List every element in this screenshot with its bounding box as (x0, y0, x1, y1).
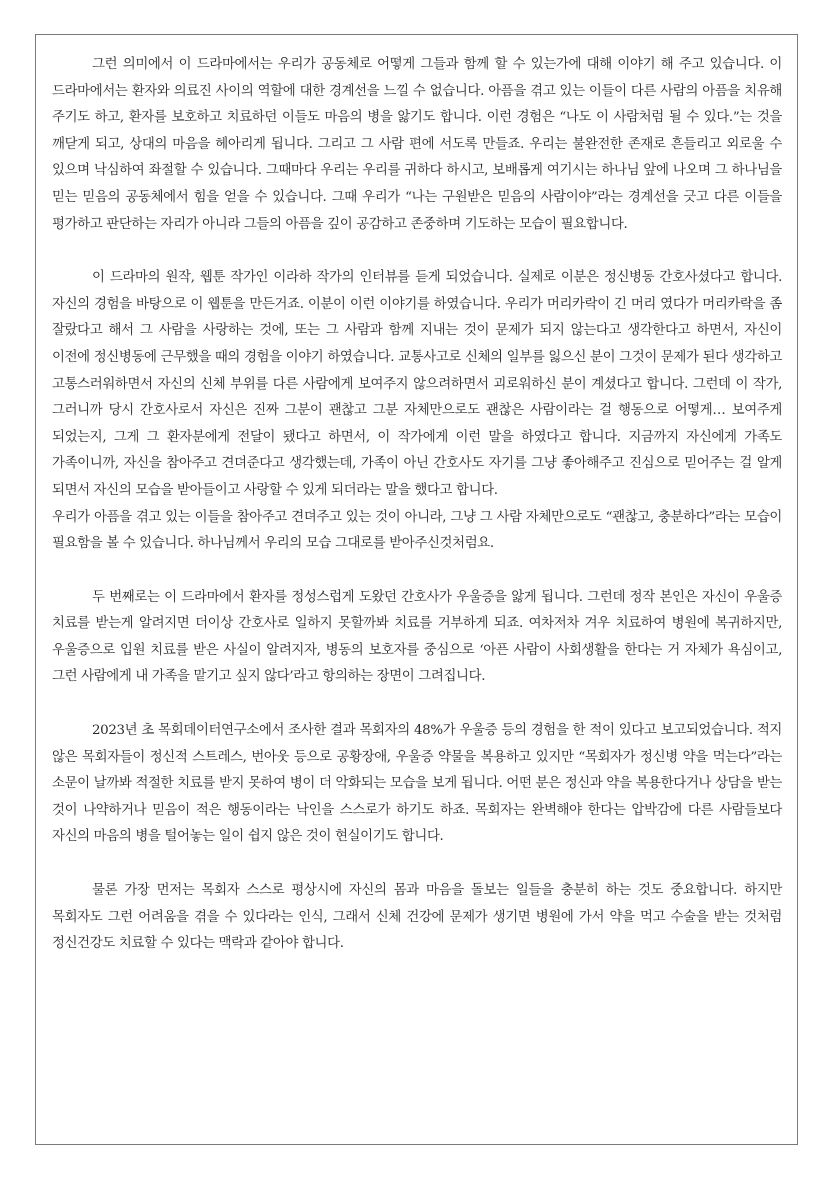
paragraph-6: 물론 가장 먼저는 목회자 스스로 평상시에 자신의 몸과 마음을 돌보는 일들을 충분히 하는 것도 중요합니다. 하지만 목회자도 그런 어려움을 겪을 수 있다라는 인식, 그래서 신체 건강에 문제가 생기면 병원에 가서 약을 먹고 수술을 받는 것처럼 정신건강도 치료할 수 있다는 맥락과 같아야 합니다. (52, 883, 782, 952)
document-body (52, 52, 782, 958)
paragraph-4: 두 번째로는 이 드라마에서 환자를 정성스럽게 도왔던 간호사가 우울증을 앓게 됩니다. 그런데 정작 본인은 자신이 우울증 치료를 받는게 알려지면 더이상 간호사로 일하지 못할까봐 치료를 거부하게 되죠. 여차저차 겨우 치료하여 병원에 복귀하지만, 우울증으로 입원 치료를 받은 사실이 알려지자, 병동의 보호자를 중심으로 ‘아픈 사람이 사회생활을 한다는 거 자체가 욕심이고, 그런 사람에게 내 가족을 맡기고 싶지 않다’라고 항의하는 장면이 그려집니다. (52, 589, 782, 685)
paragraph-3: 우리가 아픔을 겪고 있는 이들을 참아주고 견뎌주고 있는 것이 아니라, 그냥 그 사람 자체만으로도 “괜찮고, 충분하다”라는 모습이 필요함을 볼 수 있습니다. 하나님께서 우리의 모습 그대로를 받아주신것처럼요. (52, 509, 782, 552)
paragraph-2: 이 드라마의 원작, 웹툰 작가인 이라하 작가의 인터뷰를 듣게 되었습니다. 실제로 이분은 정신병동 간호사셨다고 합니다. 자신의 경험을 바탕으로 이 웹툰을 만든거죠. 이분이 이런 이야기를 하였습니다. 우리가 머리카락이 긴 머리 였다가 머리카락을 좀 잘랐다고 해서 그 사람을 사랑하는 것에, 또는 그 사람과 함께 지내는 것이 문제가 되지 않는다고 생각한다고 하면서, 자신이 이전에 정신병동에 근무했을 때의 경험을 이야기 하였습니다. 교통사고로 신체의 일부를 잃으신 분이 그것이 문제가 된다 생각하고 고통스러워하면서 자신의 신체 부위를 다른 사람에게 보여주지 않으려하면서 괴로워하신 분이 계셨다고 합니다. 그런데 이 작가, 그러니까 당시 간호사로서 자신은 진짜 그분이 괜찮고 그분 자체만으로도 괜찮은 사람이라는 걸 행동으로 어떻게… 보여주게 되었는지, 그게 그 환자분에게 전달이 됐다고 하면서, 이 작가에게 이런 말을 하였다고 합니다. 지금까지 자신에게 가족도 가족이니까, 자신을 참아주고 견뎌준다고 생각했는데, 가족이 아닌 간호사도 자기를 그냥 좋아해주고 진심으로 믿어주는 걸 알게 되면서 자신의 모습을 받아들이고 사랑할 수 있게 되더라는 말을 했다고 합니다. (52, 270, 782, 498)
paragraph-1: 그런 의미에서 이 드라마에서는 우리가 공동체로 어떻게 그들과 함께 할 수 있는가에 대해 이야기 해 주고 있습니다. 이 드라마에서는 환자와 의료진 사이의 역할에 대한 경계선을 느낄 수 없습니다. 아픔을 겪고 있는 이들이 다른 사람의 아픔을 치유해 주기도 하고, 환자를 보호하고 치료하던 이들도 마음의 병을 앓기도 합니다. 이런 경험은 “나도 이 사람처럼 될 수 있다.”는 것을 깨닫게 되고, 상대의 마음을 헤아리게 됩니다. 그리고 그 사람 편에 서도록 만들죠. 우리는 불완전한 존재로 흔들리고 외로울 수 있으며 낙심하여 좌절할 수 있습니다. 그때마다 우리는 우리를 귀하다 하시고, 보배롭게 여기시는 하나님 앞에 나오며 그 하나님을 믿는 믿음의 공동체에서 힘을 얻을 수 있습니다. 그때 우리가 “나는 구원받은 믿음의 사람이야”라는 경계선을 긋고 다른 이들을 평가하고 판단하는 자리가 아니라 그들의 아픔을 깊이 공감하고 존중하며 기도하는 모습이 필요합니다. (52, 57, 782, 232)
paragraph-5: 2023년 초 목회데이터연구소에서 조사한 결과 목회자의 48%가 우울증 등의 경험을 한 적이 있다고 보고되었습니다. 적지 않은 목회자들이 정신적 스트레스, 번아웃 등으로 공황장애, 우울증 약물을 복용하고 있지만 “목회자가 정신병 약을 먹는다”라는 소문이 날까봐 적절한 치료를 받지 못하여 병이 더 악화되는 모습을 보게 됩니다. 어떤 분은 정신과 약을 복용한다거나 상담을 받는 것이 나약하거나 믿음이 적은 행동이라는 낙인을 스스로가 하기도 하죠. 목회자는 완벽해야 한다는 압박감에 다른 사람들보다 자신의 마음의 병을 털어놓는 일이 쉽지 않은 것이 현실이기도 합니다. (52, 723, 782, 845)
